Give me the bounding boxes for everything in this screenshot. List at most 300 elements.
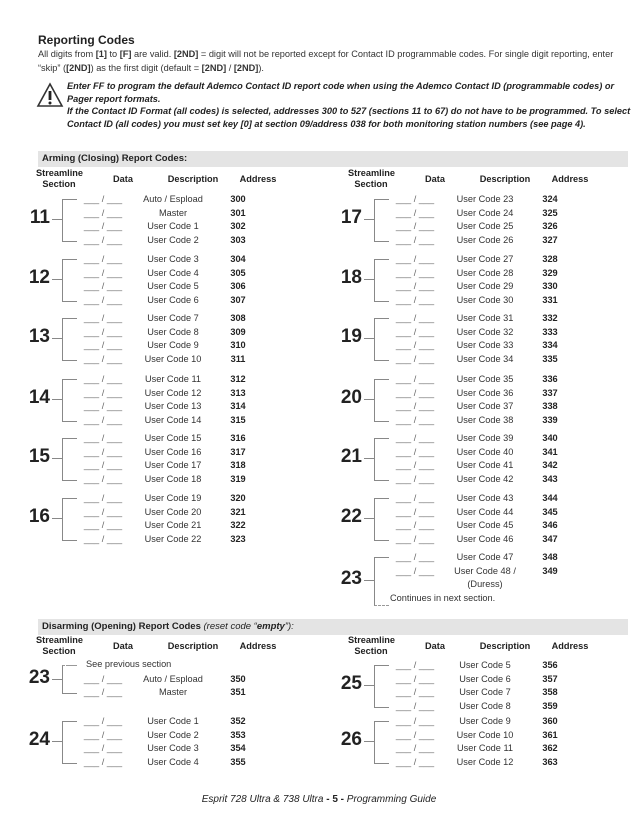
section-bracket	[374, 318, 389, 361]
section-bracket	[62, 498, 77, 541]
row-description: User Code 18	[144, 473, 202, 484]
data-entry-field[interactable]: ___ / ___	[395, 473, 435, 484]
section-number: 20	[340, 387, 362, 409]
section-bracket	[62, 665, 77, 694]
intro-part: /	[226, 63, 234, 73]
column-header-data: Data	[113, 641, 133, 651]
data-entry-field[interactable]: ___ / ___	[395, 234, 435, 245]
row-address: 349	[542, 565, 558, 576]
row-address: 322	[230, 520, 246, 530]
column-header-description: Description	[479, 174, 531, 184]
header-word: Streamline	[36, 168, 83, 178]
data-entry-field[interactable]: ___ / ___	[83, 267, 123, 278]
data-entry-field[interactable]: ___ / ___	[395, 374, 435, 384]
column-header-data: Data	[113, 174, 133, 184]
header-word: Section	[354, 646, 388, 656]
bracket-tick	[364, 338, 374, 339]
table-row	[78, 339, 258, 353]
section-number: 21	[340, 446, 362, 468]
section-number: 14	[28, 387, 50, 409]
row-description: Auto / Espload	[143, 673, 203, 684]
column-header-address: Address	[239, 641, 277, 651]
section-number: 15	[28, 446, 50, 468]
row-description: User Code 42	[456, 473, 514, 484]
row-description: User Code 23	[456, 194, 514, 204]
column-header-section	[348, 168, 394, 190]
row-address: 341	[542, 446, 558, 457]
row-description: User Code 15	[144, 433, 202, 443]
row-description: Master	[158, 207, 188, 218]
data-entry-field[interactable]: ___ / ___	[83, 326, 123, 337]
column-header-address: Address	[551, 174, 589, 184]
row-address: 314	[230, 401, 246, 411]
table-row	[78, 473, 258, 487]
data-entry-field[interactable]: ___ / ___	[395, 281, 435, 291]
row-address: 348	[542, 552, 558, 562]
data-entry-field[interactable]: ___ / ___	[83, 460, 123, 470]
data-entry-field[interactable]: ___ / ___	[83, 729, 123, 740]
data-entry-field[interactable]: ___ / ___	[83, 254, 123, 264]
data-entry-field[interactable]: ___ / ___	[395, 729, 435, 740]
row-description: User Code 44	[456, 506, 514, 517]
row-address: 317	[230, 446, 246, 457]
section-bracket	[62, 379, 77, 422]
data-entry-field[interactable]: ___ / ___	[395, 387, 435, 398]
row-address: 323	[230, 533, 246, 544]
row-address: 309	[230, 326, 246, 337]
table-row	[78, 414, 258, 428]
row-description: User Code 20	[144, 506, 202, 517]
data-entry-field[interactable]: ___ / ___	[395, 716, 435, 726]
row-address: 354	[230, 743, 246, 753]
data-entry-field[interactable]: ___ / ___	[83, 493, 123, 503]
table-row	[78, 373, 258, 387]
data-entry-field[interactable]: ___ / ___	[395, 506, 435, 517]
row-address: 342	[542, 460, 558, 470]
data-entry-field[interactable]: ___ / ___	[83, 340, 123, 350]
column-header-description: Description	[479, 641, 531, 651]
table-row	[390, 326, 570, 340]
data-entry-field[interactable]: ___ / ___	[83, 294, 123, 305]
row-address: 361	[542, 729, 558, 740]
row-address: 300	[230, 194, 246, 204]
section-number: 19	[340, 326, 362, 348]
table-row	[390, 339, 570, 353]
row-description: User Code 30	[456, 294, 514, 305]
row-description: User Code 10	[144, 353, 202, 364]
table-row	[390, 533, 570, 547]
row-description: User Code 29	[456, 281, 514, 291]
data-entry-field[interactable]: ___ / ___	[395, 565, 435, 576]
row-address: 355	[230, 756, 246, 767]
row-address: 353	[230, 729, 246, 740]
data-entry-field[interactable]: ___ / ___	[395, 221, 435, 231]
row-address: 363	[542, 756, 558, 767]
section-number: 26	[340, 729, 362, 751]
data-entry-field[interactable]: ___ / ___	[395, 401, 435, 411]
page-footer	[0, 794, 638, 805]
data-entry-field[interactable]: ___ / ___	[83, 194, 123, 204]
section-bracket	[62, 259, 77, 302]
row-address: 346	[542, 520, 558, 530]
data-entry-field[interactable]: ___ / ___	[395, 414, 435, 425]
data-entry-field[interactable]: ___ / ___	[83, 446, 123, 457]
data-entry-field[interactable]: ___ / ___	[395, 313, 435, 323]
key-label: [2ND]	[66, 63, 91, 73]
row-address: 329	[542, 267, 558, 278]
data-entry-field[interactable]: ___ / ___	[395, 743, 435, 753]
column-header-address: Address	[551, 641, 589, 651]
footer-guide: Programming Guide	[344, 794, 437, 805]
section-number: 16	[28, 506, 50, 528]
key-label: [2ND]	[201, 63, 227, 73]
note-line: If the Contact ID Format (all codes) is selected, addresses 300 to 527 (sections 11 to 67) do not have to be programmed. To select Contact ID (all codes) you must set key [0] at section 09/address 038 for both monitoring station numbers (see page 4).	[67, 106, 631, 129]
bracket-tick	[52, 399, 62, 400]
row-description: User Code 45	[456, 520, 514, 530]
page-number: - 5 -	[326, 794, 344, 805]
row-address: 315	[230, 414, 246, 425]
table-row	[390, 715, 570, 729]
header-word: Section	[354, 179, 388, 189]
footer-title: Esprit 728 Ultra & 738 Ultra	[201, 794, 327, 805]
data-entry-field[interactable]: ___ / ___	[83, 743, 123, 753]
row-address: 319	[230, 473, 246, 484]
table-row	[390, 207, 570, 221]
row-address: 312	[230, 374, 246, 384]
data-entry-field[interactable]: ___ / ___	[83, 221, 123, 231]
table-row	[390, 446, 570, 460]
section-number: 25	[340, 673, 362, 695]
table-row	[78, 387, 258, 401]
row-description: User Code 10	[456, 729, 514, 740]
row-description: User Code 1	[147, 221, 199, 231]
table-row	[78, 686, 258, 700]
data-entry-field[interactable]: ___ / ___	[395, 660, 435, 670]
row-address: 345	[542, 506, 558, 517]
section-bracket	[374, 498, 389, 541]
table-row	[78, 519, 258, 533]
data-entry-field[interactable]: ___ / ___	[83, 433, 123, 443]
row-address: 316	[230, 433, 246, 443]
data-entry-field[interactable]: ___ / ___	[395, 207, 435, 218]
key-label: [F]	[119, 49, 132, 59]
row-description: User Code 32	[456, 326, 514, 337]
table-row	[78, 234, 258, 248]
row-address: 340	[542, 433, 558, 443]
data-entry-field[interactable]: ___ / ___	[395, 267, 435, 278]
row-description: User Code 17	[144, 460, 202, 470]
row-address: 357	[542, 673, 558, 684]
table-row	[390, 220, 570, 234]
bracket-tick	[52, 279, 62, 280]
row-description: User Code 4	[147, 267, 199, 278]
bracket-tick	[52, 458, 62, 459]
data-entry-field[interactable]: ___ / ___	[83, 353, 123, 364]
note-line: Enter FF to program the default Ademco Contact ID report code when using the Ademco Contact ID (programmable codes) or Pager report formats.	[67, 81, 615, 104]
table-row	[78, 400, 258, 414]
section-bracket	[374, 259, 389, 302]
row-address: 359	[542, 700, 558, 711]
header-word: Streamline	[348, 168, 395, 178]
row-address: 343	[542, 473, 558, 484]
data-entry-field[interactable]: ___ / ___	[83, 473, 123, 484]
row-description: User Code 41	[456, 460, 514, 470]
data-entry-field[interactable]: ___ / ___	[395, 353, 435, 364]
header-word: Streamline	[348, 635, 395, 645]
data-entry-field[interactable]: ___ / ___	[83, 716, 123, 726]
row-address: 360	[542, 716, 558, 726]
data-entry-field[interactable]: ___ / ___	[395, 294, 435, 305]
section-bracket	[62, 438, 77, 481]
table-row	[390, 312, 570, 326]
key-label: [2ND]	[173, 49, 199, 59]
bracket-tick	[364, 518, 374, 519]
data-entry-field[interactable]: ___ / ___	[83, 387, 123, 398]
row-description: User Code 48 / (Duress)	[454, 565, 516, 589]
section-number: 13	[28, 326, 50, 348]
row-description: User Code 2	[147, 729, 199, 740]
row-address: 339	[542, 414, 558, 425]
table-row	[390, 492, 570, 506]
row-description: User Code 43	[456, 493, 514, 503]
table-row	[390, 519, 570, 533]
row-address: 344	[542, 493, 558, 503]
table-row	[78, 492, 258, 506]
row-description: User Code 47	[456, 552, 514, 562]
row-description: User Code 39	[456, 433, 514, 443]
table-row	[390, 253, 570, 267]
disarming-section-bar	[38, 619, 628, 635]
table-row	[78, 207, 258, 221]
row-description: User Code 34	[456, 353, 514, 364]
row-address: 358	[542, 687, 558, 697]
row-address: 338	[542, 401, 558, 411]
section-number: 23	[340, 568, 362, 590]
section-number: 23	[28, 666, 50, 688]
data-entry-field[interactable]: ___ / ___	[395, 493, 435, 503]
table-row	[390, 565, 570, 589]
table-row	[78, 193, 258, 207]
row-address: 333	[542, 326, 558, 337]
data-entry-field[interactable]: ___ / ___	[83, 374, 123, 384]
bracket-tick	[52, 679, 62, 680]
header-word: Section	[42, 179, 76, 189]
disarming-title-note: ”):	[284, 621, 294, 632]
data-entry-field[interactable]: ___ / ___	[83, 756, 123, 767]
data-entry-field[interactable]: ___ / ___	[395, 194, 435, 204]
row-address: 307	[230, 294, 246, 305]
table-row	[78, 446, 258, 460]
warning-note	[67, 80, 632, 130]
data-entry-field[interactable]: ___ / ___	[395, 687, 435, 697]
row-description: User Code 27	[456, 254, 514, 264]
row-description: User Code 5	[147, 281, 199, 291]
table-row	[78, 533, 258, 547]
row-description: User Code 13	[144, 401, 202, 411]
see-previous-text: See previous section	[86, 659, 172, 669]
data-entry-field[interactable]: ___ / ___	[83, 414, 123, 425]
section-number: 11	[29, 207, 50, 229]
bracket-tick	[364, 279, 374, 280]
table-row	[390, 267, 570, 281]
row-address: 303	[230, 234, 246, 245]
table-row	[78, 353, 258, 367]
row-address: 311	[230, 353, 246, 364]
row-address: 326	[542, 221, 558, 231]
warning-icon	[36, 82, 64, 108]
data-entry-field[interactable]: ___ / ___	[395, 446, 435, 457]
table-row	[78, 742, 258, 756]
section-bracket	[62, 318, 77, 361]
data-entry-field[interactable]: ___ / ___	[395, 520, 435, 530]
data-entry-field[interactable]: ___ / ___	[83, 687, 123, 697]
row-description: User Code 4	[147, 756, 199, 767]
row-description: User Code 46	[456, 533, 514, 544]
data-entry-field[interactable]: ___ / ___	[83, 207, 123, 218]
header-word: Section	[42, 646, 76, 656]
column-header-section	[36, 635, 82, 657]
table-row	[78, 294, 258, 308]
row-description: User Code 11	[456, 743, 513, 753]
table-row	[78, 673, 258, 687]
row-description: User Code 14	[144, 414, 202, 425]
intro-text	[38, 47, 618, 75]
section-bracket	[374, 199, 389, 242]
row-description: User Code 40	[456, 446, 514, 457]
table-row	[78, 326, 258, 340]
table-row	[78, 729, 258, 743]
data-entry-field[interactable]: ___ / ___	[83, 506, 123, 517]
data-entry-field[interactable]: ___ / ___	[395, 756, 435, 767]
table-row	[390, 294, 570, 308]
bracket-tick	[364, 458, 374, 459]
row-address: 321	[230, 506, 246, 517]
data-entry-field[interactable]: ___ / ___	[83, 313, 123, 323]
data-entry-field[interactable]: ___ / ___	[395, 433, 435, 443]
row-description: User Code 7	[459, 687, 511, 697]
row-address: 332	[542, 313, 558, 323]
data-entry-field[interactable]: ___ / ___	[395, 254, 435, 264]
row-description: User Code 28	[456, 267, 514, 278]
row-address: 352	[230, 716, 246, 726]
column-header-data: Data	[425, 641, 445, 651]
table-row	[78, 280, 258, 294]
table-row	[390, 432, 570, 446]
intro-part: ) as the first digit (default =	[90, 63, 202, 73]
row-description: User Code 11	[144, 374, 201, 384]
section-number: 24	[28, 729, 50, 751]
key-label: [2ND]	[233, 63, 259, 73]
section-number: 12	[28, 267, 50, 289]
row-address: 313	[230, 387, 246, 398]
header-word: Streamline	[36, 635, 83, 645]
row-description: User Code 3	[147, 743, 199, 753]
row-address: 331	[542, 294, 558, 305]
row-description: User Code 22	[144, 533, 202, 544]
table-row	[390, 373, 570, 387]
column-header-data: Data	[425, 174, 445, 184]
section-bracket	[374, 721, 389, 764]
data-entry-field[interactable]: ___ / ___	[395, 533, 435, 544]
row-description: User Code 37	[456, 401, 514, 411]
intro-part: = digit will not be reported except for Contact ID programmable codes. For single digit reporting, enter “skip” (	[38, 49, 614, 73]
table-row	[390, 353, 570, 367]
data-entry-field[interactable]: ___ / ___	[395, 673, 435, 684]
column-header-section	[36, 168, 82, 190]
bracket-tick	[364, 741, 374, 742]
row-address: 330	[542, 281, 558, 291]
data-entry-field[interactable]: ___ / ___	[83, 281, 123, 291]
data-entry-field[interactable]: ___ / ___	[83, 520, 123, 530]
row-address: 347	[542, 533, 558, 544]
section-bracket	[374, 438, 389, 481]
section-bracket	[62, 721, 77, 764]
bracket-tick	[364, 580, 374, 581]
row-description: User Code 8	[147, 326, 199, 337]
section-bracket	[62, 199, 77, 242]
row-address: 335	[542, 353, 558, 364]
table-row	[390, 686, 570, 700]
data-entry-field[interactable]: ___ / ___	[395, 460, 435, 470]
row-address: 318	[230, 460, 246, 470]
bracket-tick	[364, 399, 374, 400]
data-entry-field[interactable]: ___ / ___	[395, 326, 435, 337]
column-header-description: Description	[167, 641, 219, 651]
data-entry-field[interactable]: ___ / ___	[83, 533, 123, 544]
key-label: [1]	[95, 49, 107, 59]
row-address: 306	[230, 281, 246, 291]
row-address: 305	[230, 267, 246, 278]
bracket-tick	[52, 338, 62, 339]
section-bracket	[374, 557, 389, 606]
data-entry-field[interactable]: ___ / ___	[83, 401, 123, 411]
column-header-address: Address	[239, 174, 277, 184]
page-title: Reporting Codes	[38, 33, 135, 47]
row-address: 350	[230, 673, 246, 684]
section-bracket	[374, 665, 389, 708]
data-entry-field[interactable]: ___ / ___	[395, 700, 435, 711]
data-entry-field[interactable]: ___ / ___	[395, 340, 435, 350]
bracket-tick	[364, 685, 374, 686]
table-row	[390, 193, 570, 207]
data-entry-field[interactable]: ___ / ___	[395, 552, 435, 562]
row-address: 356	[542, 660, 558, 670]
section-bracket	[374, 379, 389, 422]
bracket-tick	[52, 219, 62, 220]
table-row	[390, 659, 570, 673]
table-row	[390, 729, 570, 743]
row-address: 310	[230, 340, 246, 350]
row-description: User Code 24	[456, 207, 514, 218]
intro-part: are valid.	[131, 49, 174, 59]
intro-part: All digits from	[38, 49, 96, 59]
bracket-tick	[364, 219, 374, 220]
row-address: 336	[542, 374, 558, 384]
data-entry-field[interactable]: ___ / ___	[83, 234, 123, 245]
row-address: 334	[542, 340, 558, 350]
row-description: User Code 6	[147, 294, 199, 305]
row-address: 302	[230, 221, 246, 231]
table-row	[390, 506, 570, 520]
intro-part: to	[106, 49, 120, 59]
row-description: User Code 2	[147, 234, 199, 245]
row-address: 324	[542, 194, 558, 204]
data-entry-field[interactable]: ___ / ___	[83, 673, 123, 684]
row-description: User Code 5	[459, 660, 511, 670]
row-address: 351	[230, 687, 246, 697]
row-description: User Code 25	[456, 221, 514, 231]
table-row	[78, 459, 258, 473]
